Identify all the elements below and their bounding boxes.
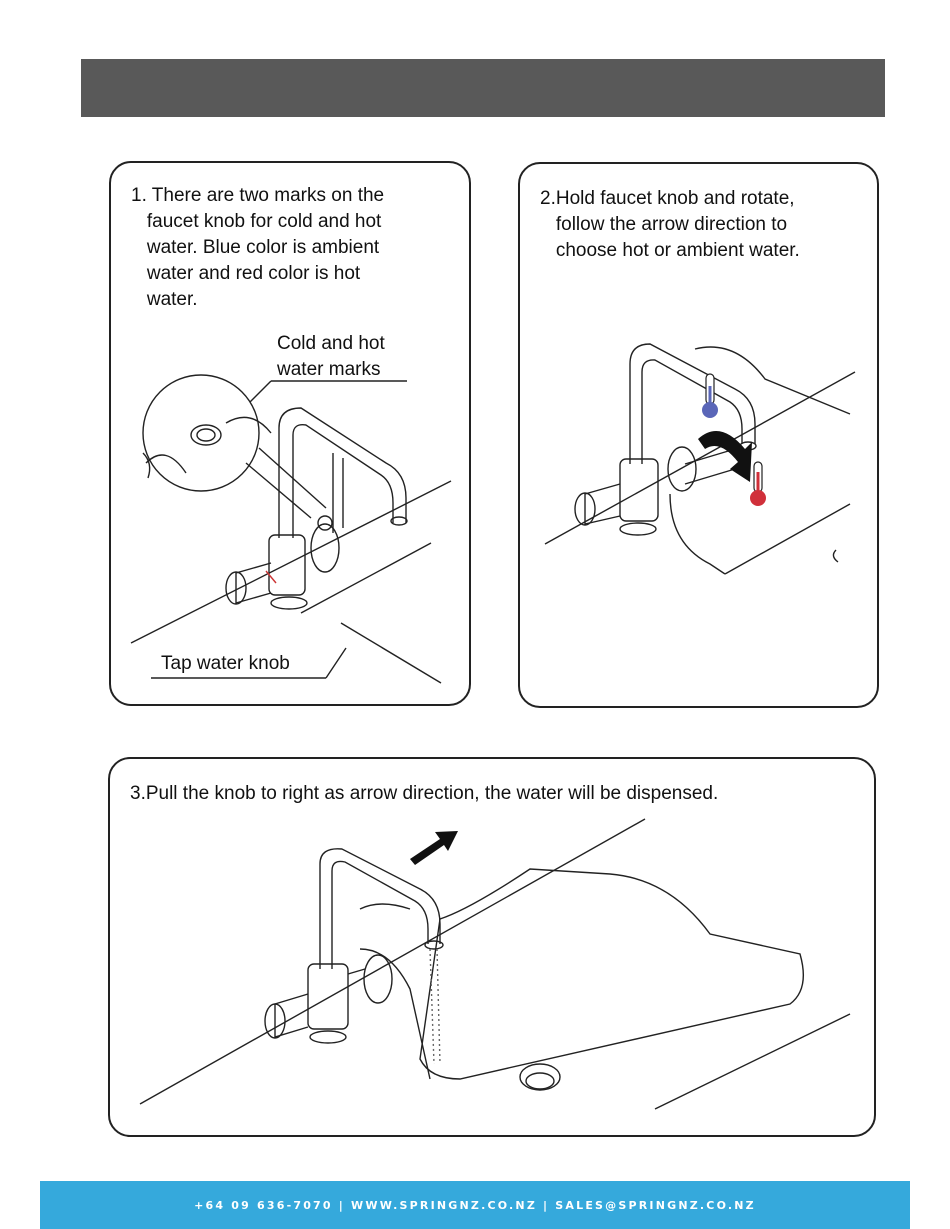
step-2-text: 2.Hold faucet knob and rotate, follow the arrow direction to choose hot or ambient water. xyxy=(540,188,800,261)
faucet-illustration-1 xyxy=(111,163,471,706)
footer-contact: +64 09 636-7070 | WWW.SPRINGNZ.CO.NZ | SALES@SPRINGNZ.CO.NZ xyxy=(194,1198,756,1212)
step-1-panel xyxy=(109,161,471,706)
faucet-illustration-2 xyxy=(520,164,879,708)
step-3-panel xyxy=(108,757,876,1137)
footer-bar xyxy=(40,1181,910,1229)
step-3-text: 3.Pull the knob to right as arrow direction, the water will be dispensed. xyxy=(130,783,719,804)
thermometer-blue-icon xyxy=(702,374,718,418)
callout-tap-water-knob: Tap water knob xyxy=(161,653,290,674)
callout-cold-hot-marks: Cold and hot water marks xyxy=(277,333,385,380)
thermometer-red-icon xyxy=(750,462,766,506)
step-2-panel xyxy=(518,162,879,708)
step-1-text: 1. There are two marks on the faucet knob for cold and hot water. Blue color is ambient water and red color is hot water. xyxy=(131,185,385,310)
curved-arrow-icon xyxy=(698,431,752,482)
header-bar xyxy=(81,59,885,117)
faucet-illustration-3 xyxy=(110,759,876,1137)
arrow-up-right-icon xyxy=(410,831,458,865)
